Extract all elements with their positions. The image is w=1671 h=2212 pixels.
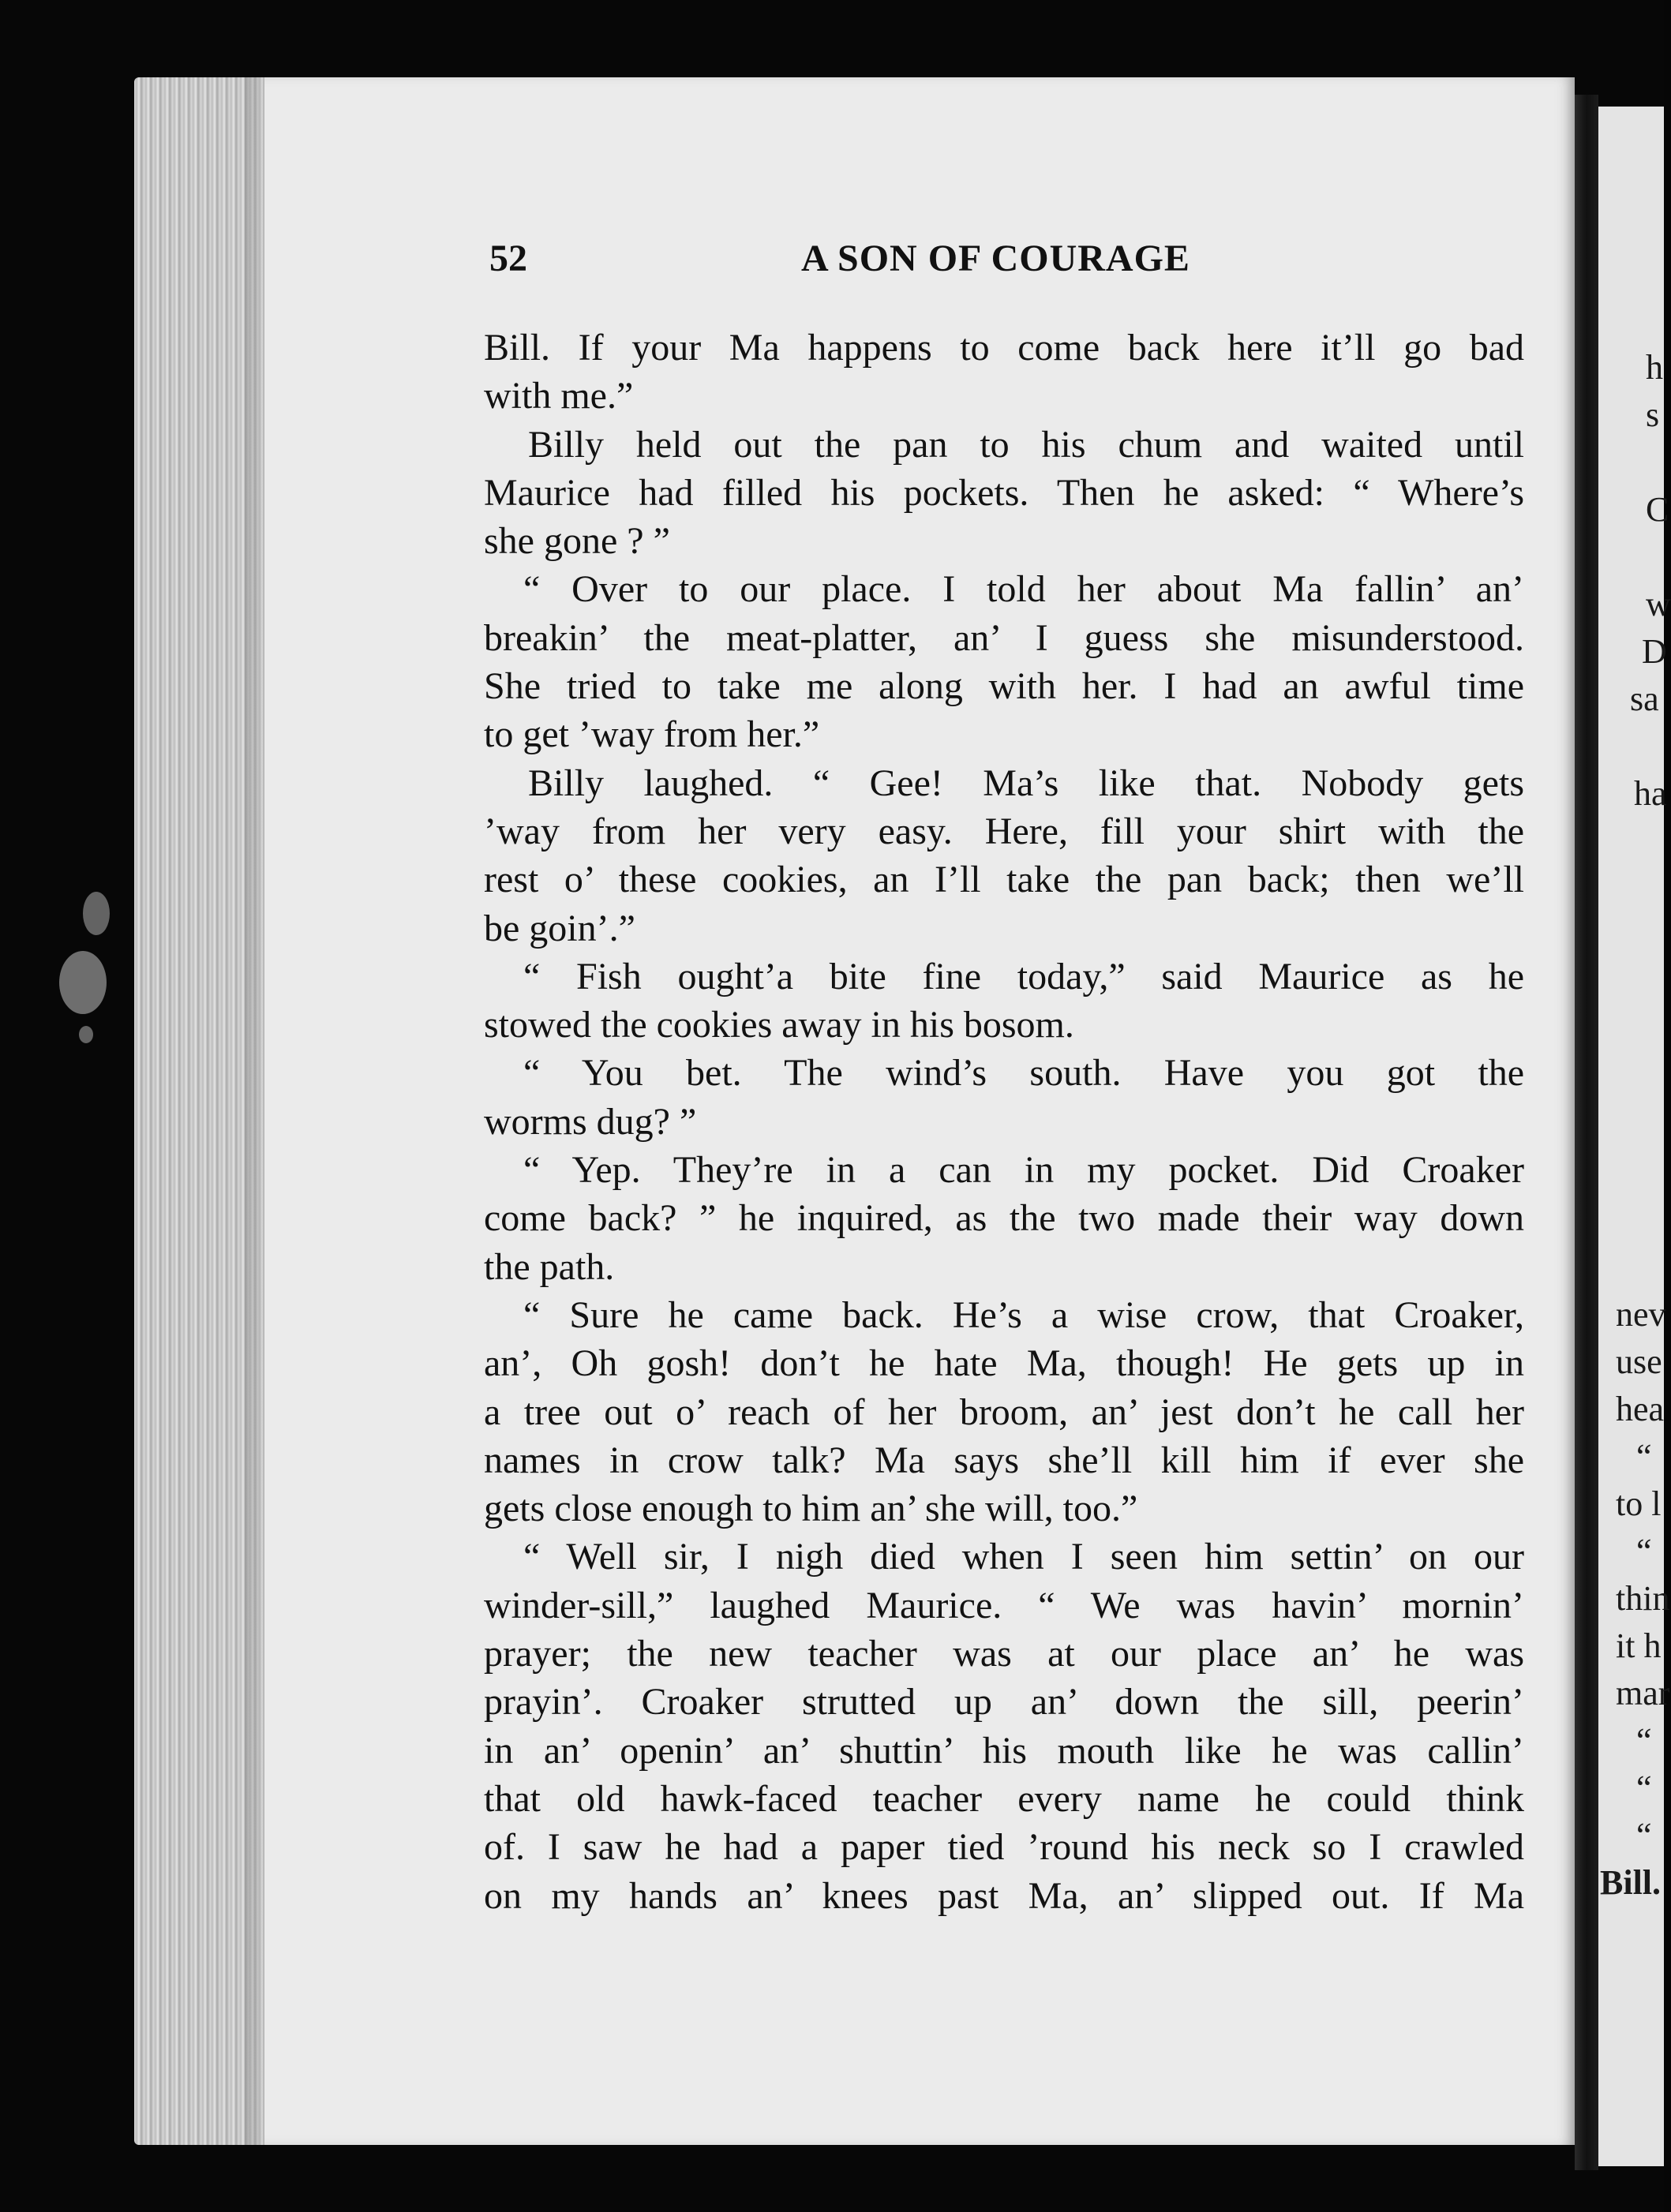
text-line: Billy held out the pan to his chum and waited until [528,423,1524,466]
text-line: “ You bet. The wind’s south. Have you got the [523,1052,1524,1095]
facing-page-fragment: “ [1636,1532,1652,1570]
text-line: Maurice had filled his pockets. Then he asked: “ Where’s [484,471,1524,514]
text-line: in an’ openin’ an’ shuttin’ his mouth like he was callin’ [484,1729,1524,1772]
text-line: a tree out o’ reach of her broom, an’ jest don’t he call her [484,1390,1524,1433]
page-number: 52 [489,238,527,279]
text-line: be goin’.” [484,907,635,949]
dust-speck [59,951,107,1014]
facing-page-fragment: ha [1634,774,1667,813]
text-line: that old hawk-faced teacher every name he could think [484,1777,1524,1820]
text-line: prayin’. Croaker strutted up an’ down the sill, peerin’ [484,1681,1524,1724]
facing-page-fragment: C [1646,490,1669,529]
facing-page-fragment: w [1646,585,1671,623]
running-head [489,237,1516,292]
text-line: stowed the cookies away in his bosom. [484,1004,1074,1046]
text-line: come back? ” he inquired, as the two made their way down [484,1197,1524,1240]
body-text [484,324,1524,1920]
text-line: with me.” [484,375,634,417]
text-line: “ Well sir, I nigh died when I seen him settin’ on our [523,1536,1524,1578]
facing-page-fragment: D [1642,632,1667,671]
text-line: of. I saw he had a paper tied ’round his neck so I crawled [484,1826,1524,1869]
facing-page-fragment: it h [1616,1626,1662,1665]
text-line: on my hands an’ knees past Ma, an’ slipped out. If Ma [484,1874,1524,1917]
book-spine-gutter [1575,95,1598,2170]
text-line: She tried to take me along with her. I had an awful time [484,665,1524,708]
text-line: Bill. If your Ma happens to come back here it’ll go bad [484,327,1524,369]
text-line: ’way from her very easy. Here, fill your shirt with the [484,810,1524,852]
facing-page-fragment: mar [1616,1674,1670,1712]
facing-page-fragment: “ [1636,1437,1652,1476]
text-line: gets close enough to him an’ she will, too.” [484,1488,1138,1530]
text-line: “ Yep. They’re in a can in my pocket. Did Croaker [523,1149,1524,1192]
facing-page-fragment: h [1646,348,1663,387]
facing-page-fragment: to l [1616,1484,1662,1523]
dust-speck [79,1026,93,1043]
facing-page-fragment: thin [1616,1579,1670,1618]
text-line: Billy laughed. “ Gee! Ma’s like that. Nobody gets [528,762,1524,804]
facing-page-fragment: nev [1616,1295,1666,1334]
dust-speck [83,892,110,935]
text-line: worms dug? ” [484,1100,697,1143]
facing-page-fragment: use [1616,1342,1662,1381]
text-line: “ Over to our place. I told her about Ma fallin’ an’ [523,568,1524,611]
facing-page-fragment: “ [1636,1721,1652,1760]
running-title: A SON OF COURAGE [801,238,1190,279]
text-line: “ Sure he came back. He’s a wise crow, that Croaker, [523,1293,1524,1336]
text-line: names in crow talk? Ma says she’ll kill him if ever she [484,1439,1524,1481]
text-line: an’, Oh gosh! don’t he hate Ma, though! He gets up in [484,1342,1524,1385]
facing-page-fragment: “ [1636,1768,1652,1807]
text-line: she gone ? ” [484,520,670,563]
facing-page-fragment: s [1646,395,1660,434]
facing-page-fragment: sa [1630,679,1659,718]
text-line: rest o’ these cookies, an I’ll take the pan back; then we’ll [484,859,1524,901]
text-line: breakin’ the meat-platter, an’ I guess she misunderstood. [484,616,1524,659]
text-line: winder-sill,” laughed Maurice. “ We was havin’ mornin’ [484,1584,1524,1626]
text-line: to get ’way from her.” [484,713,820,756]
text-line: the path. [484,1245,615,1288]
facing-page-fragment: Bill. [1600,1863,1662,1902]
text-line: prayer; the new teacher was at our place an’ he was [484,1633,1524,1675]
facing-page [1598,107,1671,2166]
facing-page-fragment: “ [1636,1816,1652,1855]
text-line: “ Fish ought’a bite fine today,” said Maurice as he [523,955,1524,997]
facing-page-fragment: hea [1616,1390,1665,1428]
